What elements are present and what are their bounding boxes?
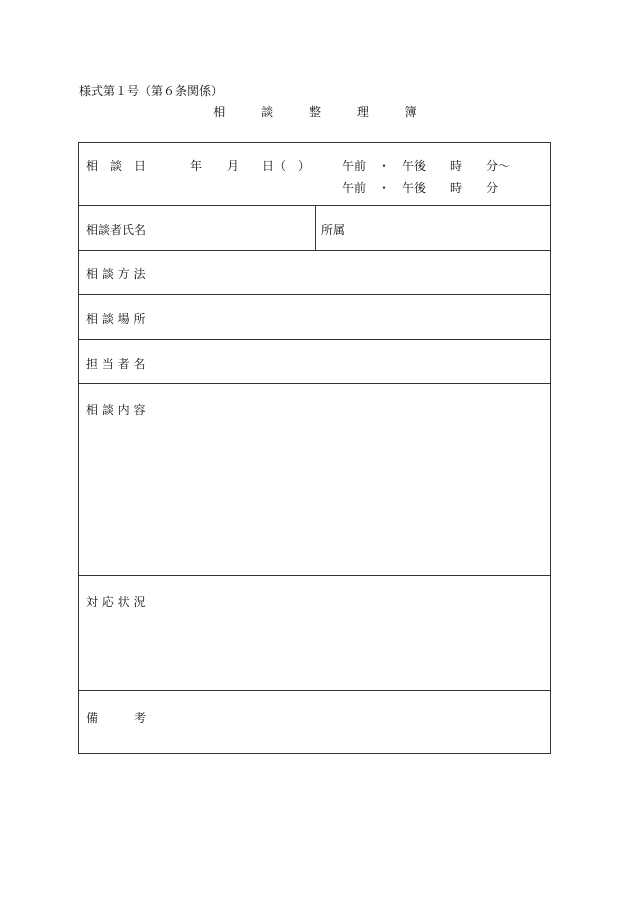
month-label: 月: [227, 159, 240, 173]
consultation-form-table: [78, 142, 551, 754]
response-status-row: [79, 576, 550, 691]
consultation-date-row: [79, 143, 550, 206]
consultation-place-label: 相 談 場 所: [86, 312, 146, 326]
day-label: 日（ ）: [262, 159, 311, 173]
staff-name-row: [79, 340, 550, 384]
affiliation-label: 所属: [321, 223, 346, 237]
consultation-content-label: 相 談 内 容: [86, 403, 146, 417]
consultation-content-row: [79, 384, 550, 576]
consultant-name-row: [79, 206, 550, 251]
end-time-label: 午前 ・ 午後 時 分: [342, 181, 499, 195]
title-char: 整: [308, 105, 321, 119]
consultation-date-label: 相 談 日: [86, 159, 147, 173]
remarks-label: 備 考: [86, 711, 147, 725]
consultant-name-label: 相談者氏名: [86, 223, 147, 237]
form-reference: 様式第１号（第６条関係）: [79, 84, 224, 98]
response-status-label: 対 応 状 況: [86, 595, 146, 609]
title-char: 簿: [404, 105, 417, 119]
title-char: 相: [213, 105, 226, 119]
title-char: 理: [356, 105, 369, 119]
title-char: 談: [261, 105, 274, 119]
start-time-label: 午前 ・ 午後 時 分～: [342, 159, 511, 173]
consultation-method-label: 相 談 方 法: [86, 267, 146, 281]
remarks-row: [79, 691, 550, 753]
name-affiliation-divider: [315, 206, 316, 250]
year-label: 年: [190, 159, 203, 173]
consultation-method-row: [79, 251, 550, 295]
consultation-place-row: [79, 295, 550, 340]
staff-name-label: 担 当 者 名: [86, 357, 146, 371]
document-title: [0, 103, 630, 120]
